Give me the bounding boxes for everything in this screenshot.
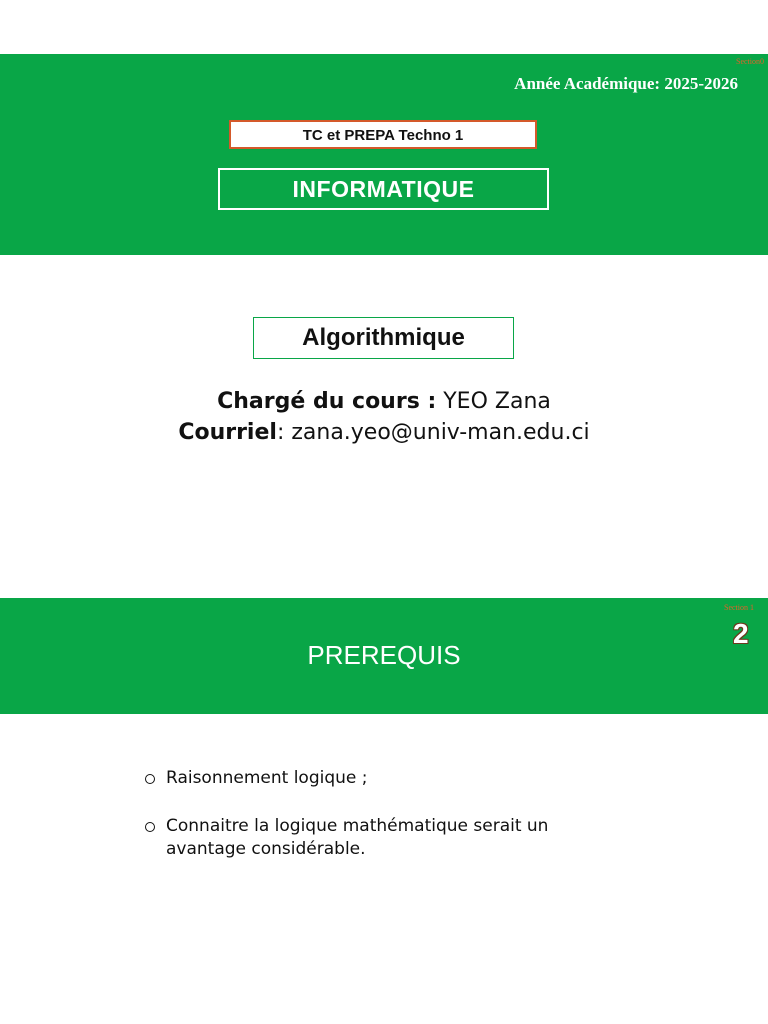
section-title: PREREQUIS	[307, 640, 461, 670]
teacher-line	[0, 389, 768, 414]
bullet-circle-icon	[145, 822, 155, 832]
list-item	[145, 767, 625, 790]
teacher-name: YEO Zana	[436, 389, 551, 414]
course-title: Algorithmique	[253, 317, 514, 359]
academic-year: Année Académique: 2025-2026	[514, 74, 738, 93]
page-number: 2	[733, 618, 749, 649]
teacher-label: Chargé du cours :	[217, 389, 437, 414]
bullet-circle-icon	[145, 774, 155, 784]
list-item	[145, 815, 625, 861]
list-item-text: Raisonnement logique ;	[166, 768, 368, 788]
slide2-corner-mark: Section 1	[724, 603, 754, 612]
email-value: : zana.yeo@univ-man.edu.ci	[276, 420, 590, 445]
level-label: TC et PREPA Techno 1	[229, 120, 537, 149]
email-label: Courriel	[178, 420, 277, 445]
email-line	[0, 420, 768, 445]
list-item-text: Connaitre la logique mathématique serait un avantage considérable.	[166, 816, 549, 859]
slide1-corner-mark: Section0	[736, 57, 764, 66]
subject-title: INFORMATIQUE	[218, 168, 549, 210]
